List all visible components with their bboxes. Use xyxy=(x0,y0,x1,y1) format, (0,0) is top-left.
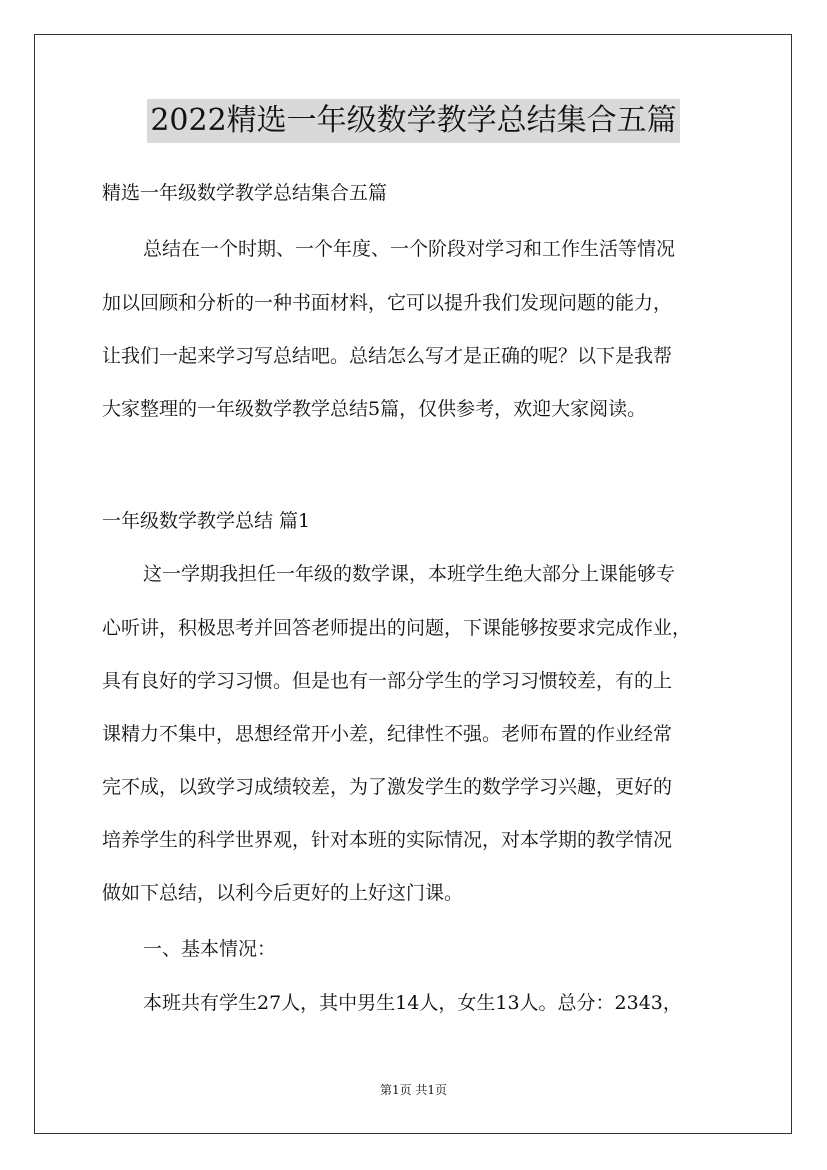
paragraph-line: 让我们一起来学习写总结吧。总结怎么写才是正确的呢？以下是我帮 xyxy=(102,345,673,367)
section-heading: 一年级数学教学总结 篇1 xyxy=(102,510,311,532)
document-title: 2022精选一年级数学教学总结集合五篇 xyxy=(147,99,679,143)
subtitle-line: 精选一年级数学教学总结集合五篇 xyxy=(102,182,388,204)
paragraph-line: 这一学期我担任一年级的数学课，本班学生绝大部分上课能够专 xyxy=(143,563,676,585)
paragraph-line: 本班共有学生27人，其中男生14人，女生13人。总分：2343， xyxy=(143,992,682,1014)
paragraph-line: 完不成，以致学习成绩较差，为了激发学生的数学学习兴趣，更好的 xyxy=(102,776,673,798)
paragraph-line: 培养学生的科学世界观，针对本班的实际情况，对本学期的教学情况 xyxy=(102,829,673,851)
title-container xyxy=(0,99,827,143)
subsection-heading: 一、基本情况： xyxy=(143,938,277,960)
paragraph-line: 课精力不集中，思想经常开小差，纪律性不强。老师布置的作业经常 xyxy=(102,723,673,745)
paragraph-line: 做如下总结，以利今后更好的上好这门课。 xyxy=(102,882,464,904)
paragraph-line: 大家整理的一年级数学教学总结5篇，仅供参考，欢迎大家阅读。 xyxy=(102,398,647,420)
paragraph-line: 加以回顾和分析的一种书面材料，它可以提升我们发现问题的能力， xyxy=(102,292,673,314)
paragraph-line: 心听讲，积极思考并回答老师提出的问题，下课能够按要求完成作业， xyxy=(102,617,692,639)
page-footer: 第1页 共1页 xyxy=(379,1083,448,1097)
paragraph-line: 总结在一个时期、一个年度、一个阶段对学习和工作生活等情况 xyxy=(143,238,676,260)
paragraph-line: 具有良好的学习习惯。但是也有一部分学生的学习习惯较差，有的上 xyxy=(102,670,673,692)
